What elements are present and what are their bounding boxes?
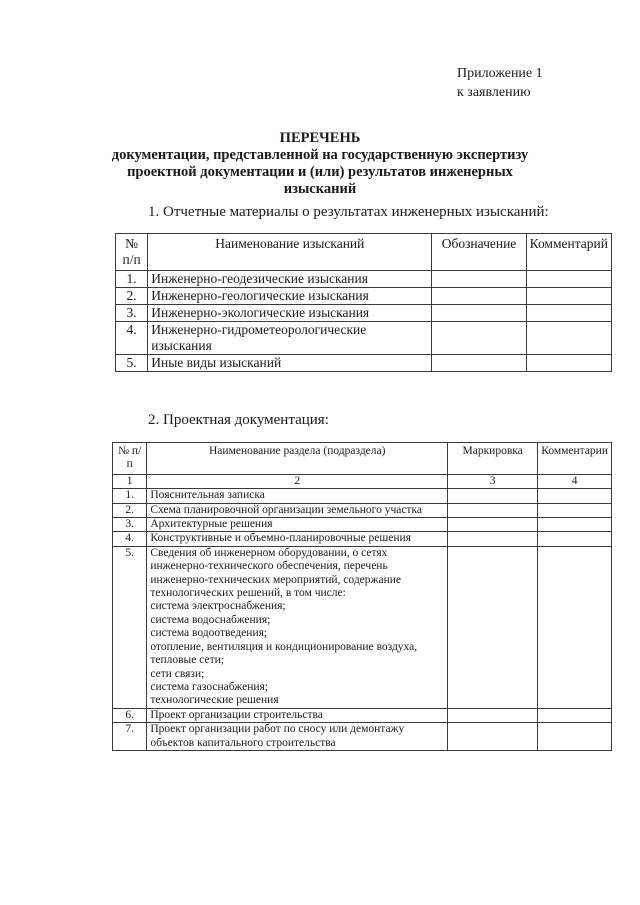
row-number: 5. [113,546,147,708]
sub-item: технологические решения [150,694,279,707]
row-number: 3. [116,305,148,322]
col-number-1: 1 [113,474,147,488]
row-number: 2. [113,503,147,517]
row-marking [448,489,538,503]
row-name: Проект организации строительства [147,708,448,722]
sub-item: система газоснабжения; [150,680,268,693]
sub-item: система водоснабжения; [150,613,271,626]
row-number: 4. [113,532,147,546]
row-name: Архитектурные решения [147,518,448,532]
table-row [113,518,612,532]
row-marking [448,503,538,517]
table-row [113,489,612,503]
title-line-2: документации, представленной на государственную экспертизу [111,147,529,163]
row-name: Инженерно-геодезические изыскания [148,271,432,288]
col-number-3: 3 [448,474,538,488]
row-comment [538,723,612,751]
sub-item: система электроснабжения; [150,600,286,613]
col-header-number: № п/п [113,443,147,475]
row-number: 5. [116,355,148,372]
col-header-number: № п/п [116,234,148,271]
row-number: 6. [113,708,147,722]
appendix-line-1: Приложение 1 [457,66,543,81]
row-comment [526,355,611,372]
table-row [113,546,612,708]
row-number: 2. [116,288,148,305]
col-header-comment: Комментарий [526,234,611,271]
section-1-heading: 1. Отчетные материалы о результатах инженерных изысканий: [148,204,549,220]
table-row [113,708,612,722]
sub-item: отопление, вентиляция и кондиционирование воздуха, тепловые сети; [150,640,418,667]
sub-item: сети связи; [150,667,205,680]
row-designation [432,305,526,322]
row-name [147,546,448,708]
row-comment [538,503,612,517]
table-row [113,503,612,517]
row-marking [448,518,538,532]
title-line-1: ПЕРЕЧЕНЬ [279,130,361,146]
table-row [116,305,612,322]
table-row [113,723,612,751]
surveys-table [115,233,612,372]
row-comment [538,708,612,722]
document-title [100,130,540,198]
row-name: Инженерно-экологические изыскания [148,305,432,322]
row-number: 3. [113,518,147,532]
table-row [116,322,612,355]
row-comment [526,288,611,305]
row-comment [526,322,611,355]
project-docs-table [112,442,612,751]
table-header-row [116,234,612,271]
row-name: Инженерно-геологические изыскания [148,288,432,305]
col-header-name: Наименование изысканий [148,234,432,271]
row-number: 7. [113,723,147,751]
column-number-row [113,474,612,488]
appendix-line-2: к заявлению [457,85,531,100]
col-header-designation: Обозначение [432,234,526,271]
col-header-comments: Комментарии [538,443,612,475]
table-row [113,532,612,546]
row-marking [448,708,538,722]
row-comment [538,489,612,503]
row-comment [538,546,612,708]
row-marking [448,546,538,708]
row-marking [448,532,538,546]
row-designation [432,355,526,372]
title-line-3: проектной документации и (или) результатов инженерных изысканий [127,164,513,197]
row-number: 1. [116,271,148,288]
appendix-note [457,64,543,102]
row-number: 4. [116,322,148,355]
row-designation [432,322,526,355]
col-number-2: 2 [147,474,448,488]
row-name-text: Сведения об инженерном оборудовании, о сетях инженерно-технического обеспечения, перечень инженерно-технических мероприятий, содержание технологических решений, в том числе: [150,546,401,600]
table-row [116,271,612,288]
sub-item: система водоотведения; [150,627,268,640]
col-header-name: Наименование раздела (подраздела) [147,443,448,475]
row-comment [538,532,612,546]
row-comment [526,305,611,322]
row-name: Проект организации работ по сносу или демонтажу объектов капитального строительства [147,723,448,751]
row-number: 1. [113,489,147,503]
row-designation [432,288,526,305]
row-comment [538,518,612,532]
col-header-marking: Маркировка [448,443,538,475]
col-number-4: 4 [538,474,612,488]
row-designation [432,271,526,288]
row-name: Иные виды изысканий [148,355,432,372]
row-name: Схема планировочной организации земельного участка [147,503,448,517]
row-marking [448,723,538,751]
row-name: Инженерно-гидрометеорологические изыскания [148,322,432,355]
row-name: Конструктивные и объемно-планировочные решения [147,532,448,546]
table-row [116,355,612,372]
row-name: Пояснительная записка [147,489,448,503]
table-row [116,288,612,305]
row-comment [526,271,611,288]
section-2-heading: 2. Проектная документация: [148,412,329,428]
table-header-row [113,443,612,475]
